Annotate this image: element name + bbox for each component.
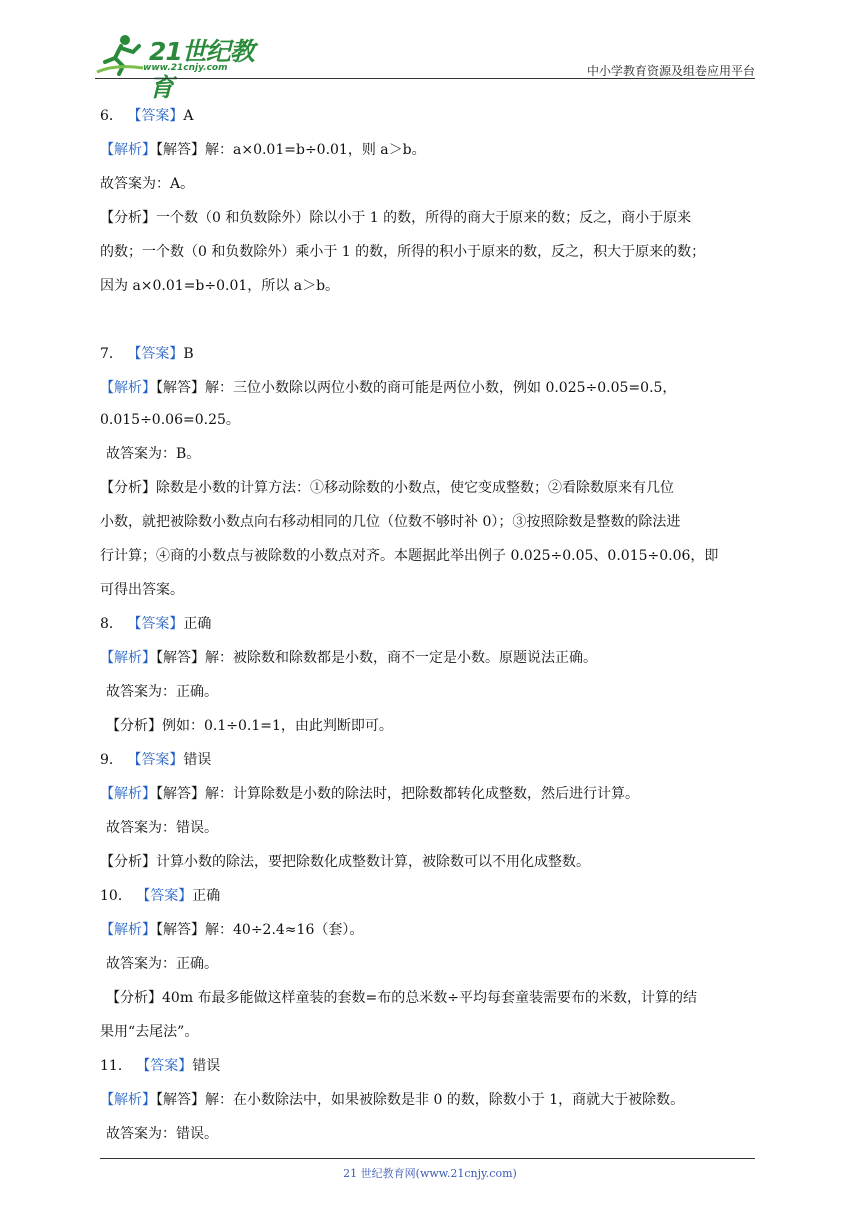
answer-tag: 【答案】 [127,616,184,632]
jieda-tag: 【解答】 [156,650,205,666]
q8-jieda-line [100,648,597,668]
page-header [95,28,755,102]
q8-fenxi: 例如：0.1÷0.1=1，由此判断即可。 [162,718,393,734]
q9-fenxi: 计算小数的除法，要把除数化成整数计算，被除数可以不用化成整数。 [156,854,590,870]
q10-fenxi-line-2: 果用“去尾法”。 [100,1024,199,1040]
q6-answer: A [183,108,194,124]
fenxi-tag: 【分析】 [100,854,156,870]
logo-text: 21世纪教育 [149,37,254,102]
q10-answer: 正确 [192,888,221,904]
q7-fenxi-line-3: 行计算；④商的小数点与被除数的小数点对齐。本题据此举出例子 0.025÷0.05、0.015÷0.06，即 [100,548,719,564]
answer-tag: 【答案】 [136,888,193,904]
q10-fenxi-1: 40m 布最多能做这样童装的套数=布的总米数÷平均每套童装需要布的米数，计算的结 [162,990,697,1006]
jieda-tag: 【解答】 [156,786,205,802]
q6-fenxi-line-1 [100,208,691,228]
q6-fenxi-1: 一个数（0 和负数除外）除以小于 1 的数，所得的商大于原来的数；反之，商小于原来 [156,210,692,226]
answer-tag: 【答案】 [127,346,184,362]
q9-answer-line [100,750,211,770]
q10-jieda-line [100,920,363,940]
q7-answer: B [183,346,194,362]
q8-number: 8． [100,616,123,632]
answer-tag: 【答案】 [136,1058,193,1074]
jieda-tag: 【解答】 [156,142,205,158]
q9-result: 故答案为：错误。 [106,820,218,836]
q6-result: 故答案为：A。 [100,176,195,192]
q10-fenxi-line-1 [106,988,697,1008]
answer-tag: 【答案】 [127,752,184,768]
jiexi-tag: 【解析】 [100,786,156,802]
q6-fenxi-line-3: 因为 a×0.01=b÷0.01，所以 a＞b。 [100,278,340,294]
fenxi-tag: 【分析】 [106,718,162,734]
q10-result: 故答案为：正确。 [106,956,218,972]
q7-fenxi-line-4: 可得出答案。 [100,582,184,598]
q7-jieda-line [100,378,676,398]
q6-fenxi-line-2: 的数；一个数（0 和负数除外）乘小于 1 的数，所得的积小于原来的数，反之，积大于原来的数； [100,244,706,260]
q11-result: 故答案为：错误。 [106,1126,218,1142]
q7-fenxi-line-2: 小数，就把被除数小数点向右移动相同的几位（位数不够时补 0）；③按照除数是整数的除法进 [100,514,681,530]
platform-title: 中小学教育资源及组卷应用平台 [586,64,755,78]
jieda-tag: 【解答】 [156,922,205,938]
q8-fenxi-line [106,716,393,736]
q7-jieda-line-2: 0.015÷0.06=0.25。 [100,412,240,428]
fenxi-tag: 【分析】 [106,990,162,1006]
site-logo[interactable] [95,32,265,102]
q8-jieda: 解：被除数和除数都是小数，商不一定是小数。原题说法正确。 [205,650,597,666]
jiexi-tag: 【解析】 [100,922,156,938]
footer-divider [100,1158,755,1159]
answer-tag: 【答案】 [127,108,184,124]
q10-jieda: 解：40÷2.4≈16（套）。 [205,922,364,938]
q7-fenxi-line-1 [100,478,674,498]
fenxi-tag: 【分析】 [100,210,156,226]
jiexi-tag: 【解析】 [100,142,156,158]
header-divider [95,78,755,79]
logo-url: www.21cnjy.com [143,63,228,73]
q11-answer: 错误 [192,1058,221,1074]
page-footer[interactable]: 21 世纪教育网(www.21cnjy.com) [343,1167,517,1180]
jiexi-tag: 【解析】 [100,1092,156,1108]
q11-jieda: 解：在小数除法中，如果被除数是非 0 的数，除数小于 1，商就大于被除数。 [205,1092,685,1108]
jiexi-tag: 【解析】 [100,380,156,396]
q7-result: 故答案为：B。 [106,446,201,462]
jieda-tag: 【解答】 [156,380,205,396]
q7-number: 7． [100,346,123,362]
q8-result: 故答案为：正确。 [106,684,218,700]
q8-answer: 正确 [183,616,212,632]
q6-jieda: 解：a×0.01=b÷0.01，则 a＞b。 [205,142,426,158]
q7-answer-line [100,344,194,364]
q9-jieda: 解：计算除数是小数的除法时，把除数都转化成整数，然后进行计算。 [205,786,639,802]
q9-number: 9． [100,752,123,768]
q9-answer: 错误 [183,752,212,768]
q11-answer-line [100,1056,220,1076]
q11-number: 11． [100,1058,132,1074]
q10-answer-line [100,886,220,906]
q6-answer-line [100,106,194,126]
jiexi-tag: 【解析】 [100,650,156,666]
q6-jieda-line [100,140,426,160]
q11-jieda-line [100,1090,684,1110]
q6-number: 6． [100,108,123,124]
jieda-tag: 【解答】 [156,1092,205,1108]
fenxi-tag: 【分析】 [100,480,156,496]
q9-fenxi-line [100,852,590,872]
q7-fenxi-1: 除数是小数的计算方法：①移动除数的小数点，使它变成整数；②看除数原来有几位 [156,480,674,496]
q10-number: 10． [100,888,132,904]
q9-jieda-line [100,784,639,804]
q7-jieda-1: 解：三位小数除以两位小数的商可能是两位小数，例如 0.025÷0.05=0.5， [205,380,677,396]
q8-answer-line [100,614,211,634]
